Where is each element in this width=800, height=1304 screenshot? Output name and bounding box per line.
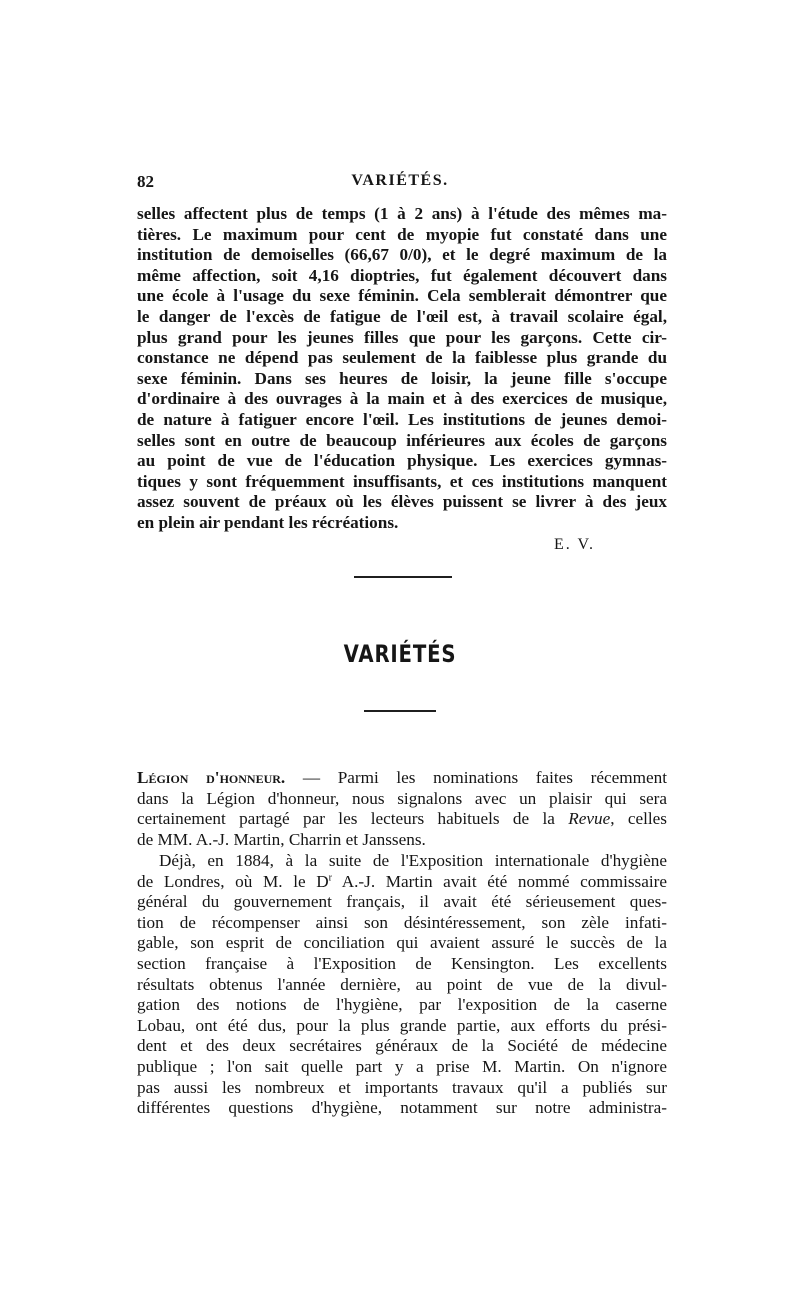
paragraph-myopia: [137, 204, 667, 534]
section-divider-bottom: [364, 710, 436, 712]
text-fragment: , celles: [610, 809, 667, 829]
text-line: plus grand pour les jeunes filles que pour les garçons. Cette cir-: [137, 327, 667, 347]
text-line: tiques y sont fréquemment insuffisants, et ces institutions manquent: [137, 471, 667, 491]
text-line: selles affectent plus de temps (1 à 2 ans) à l'étude des mêmes ma-: [137, 204, 667, 223]
text-line: d'ordinaire à des ouvrages à la main et à des exercices de musique,: [137, 389, 667, 409]
text-line: pas aussi les nombreux et importants travaux qu'il a publiés sur: [137, 1077, 667, 1097]
running-title: VARIÉTÉS.: [351, 172, 449, 189]
text-line: Lobau, ont été dus, pour la plus grande partie, aux efforts du prési-: [137, 1015, 667, 1035]
text-line: tières. Le maximum pour cent de myopie fut constaté dans une: [137, 224, 667, 244]
text-line: même affection, soit 4,16 dioptries, fut également découvert dans: [137, 265, 667, 285]
text-line: tion de récompenser ainsi son désintéressement, son zèle infati-: [137, 912, 667, 932]
text-line: dent et des deux secrétaires généraux de la Société de médecine: [137, 1036, 667, 1056]
journal-title: Revue: [568, 809, 611, 829]
paragraph-legion-honneur: [137, 768, 667, 850]
text-line: gation des notions de l'hygiène, par l'exposition de la caserne: [137, 995, 667, 1015]
text-line: résultats obtenus l'année dernière, au point de vue de la divul-: [137, 974, 667, 994]
text-line: sexe féminin. Dans ses heures de loisir, la jeune fille s'occupe: [137, 368, 667, 388]
superscript: r: [328, 871, 332, 883]
section-heading: VARIÉTÉS: [343, 640, 457, 668]
author-signature: E. V.: [554, 536, 595, 553]
text-fragment: de Londres, où M. le D: [137, 871, 329, 891]
text-line: différentes questions d'hygiène, notamment sur notre administra-: [137, 1098, 667, 1118]
text-line: en plein air pendant les récréations.: [137, 512, 399, 532]
text-line: général du gouvernement français, il avait été sérieusement ques-: [137, 892, 667, 912]
text-fragment: — Parmi les nominations faites récemment: [285, 768, 667, 787]
entry-heading: Légion d'honneur.: [137, 768, 286, 787]
text-line: [137, 809, 667, 830]
text-line: dans la Légion d'honneur, nous signalons avec un plaisir qui sera: [137, 788, 667, 808]
text-line: une école à l'usage du sexe féminin. Cela semblerait démontrer que: [137, 286, 667, 306]
text-line: selles sont en outre de beaucoup inférieures aux écoles de garçons: [137, 430, 667, 450]
text-line: le danger de l'excès de fatigue de l'œil est, à travail scolaire égal,: [137, 306, 667, 326]
text-fragment: A.-J. Martin avait été nommé commissaire: [332, 871, 667, 891]
text-line: [137, 768, 667, 789]
running-head: [137, 172, 663, 196]
text-line: au point de vue de l'éducation physique. Les exercices gymnas-: [137, 451, 667, 471]
text-line: Déjà, en 1884, à la suite de l'Exposition internationale d'hygiène: [159, 851, 667, 870]
page-number: 82: [137, 172, 154, 191]
text-line: constance ne dépend pas seulement de la faiblesse plus grande du: [137, 348, 667, 368]
text-line: de nature à fatiguer encore l'œil. Les institutions de jeunes demoi-: [137, 409, 667, 429]
text-line: [137, 872, 667, 893]
text-line: assez souvent de préaux où les élèves puissent se livrer à des jeux: [137, 492, 667, 512]
text-line: gable, son esprit de conciliation qui avaient assuré le succès de la: [137, 933, 667, 953]
paragraph-martin: [137, 851, 667, 1119]
text-fragment: certainement partagé par les lecteurs habituels de la: [137, 809, 569, 829]
text-line: publique ; l'on sait quelle part y a prise M. Martin. On n'ignore: [137, 1056, 667, 1076]
text-line: de MM. A.-J. Martin, Charrin et Janssens.: [137, 829, 426, 849]
section-divider-top: [354, 576, 452, 578]
text-line: institution de demoiselles (66,67 0/0), et le degré maximum de la: [137, 245, 667, 265]
text-line: section française à l'Exposition de Kensington. Les excellents: [137, 953, 667, 973]
